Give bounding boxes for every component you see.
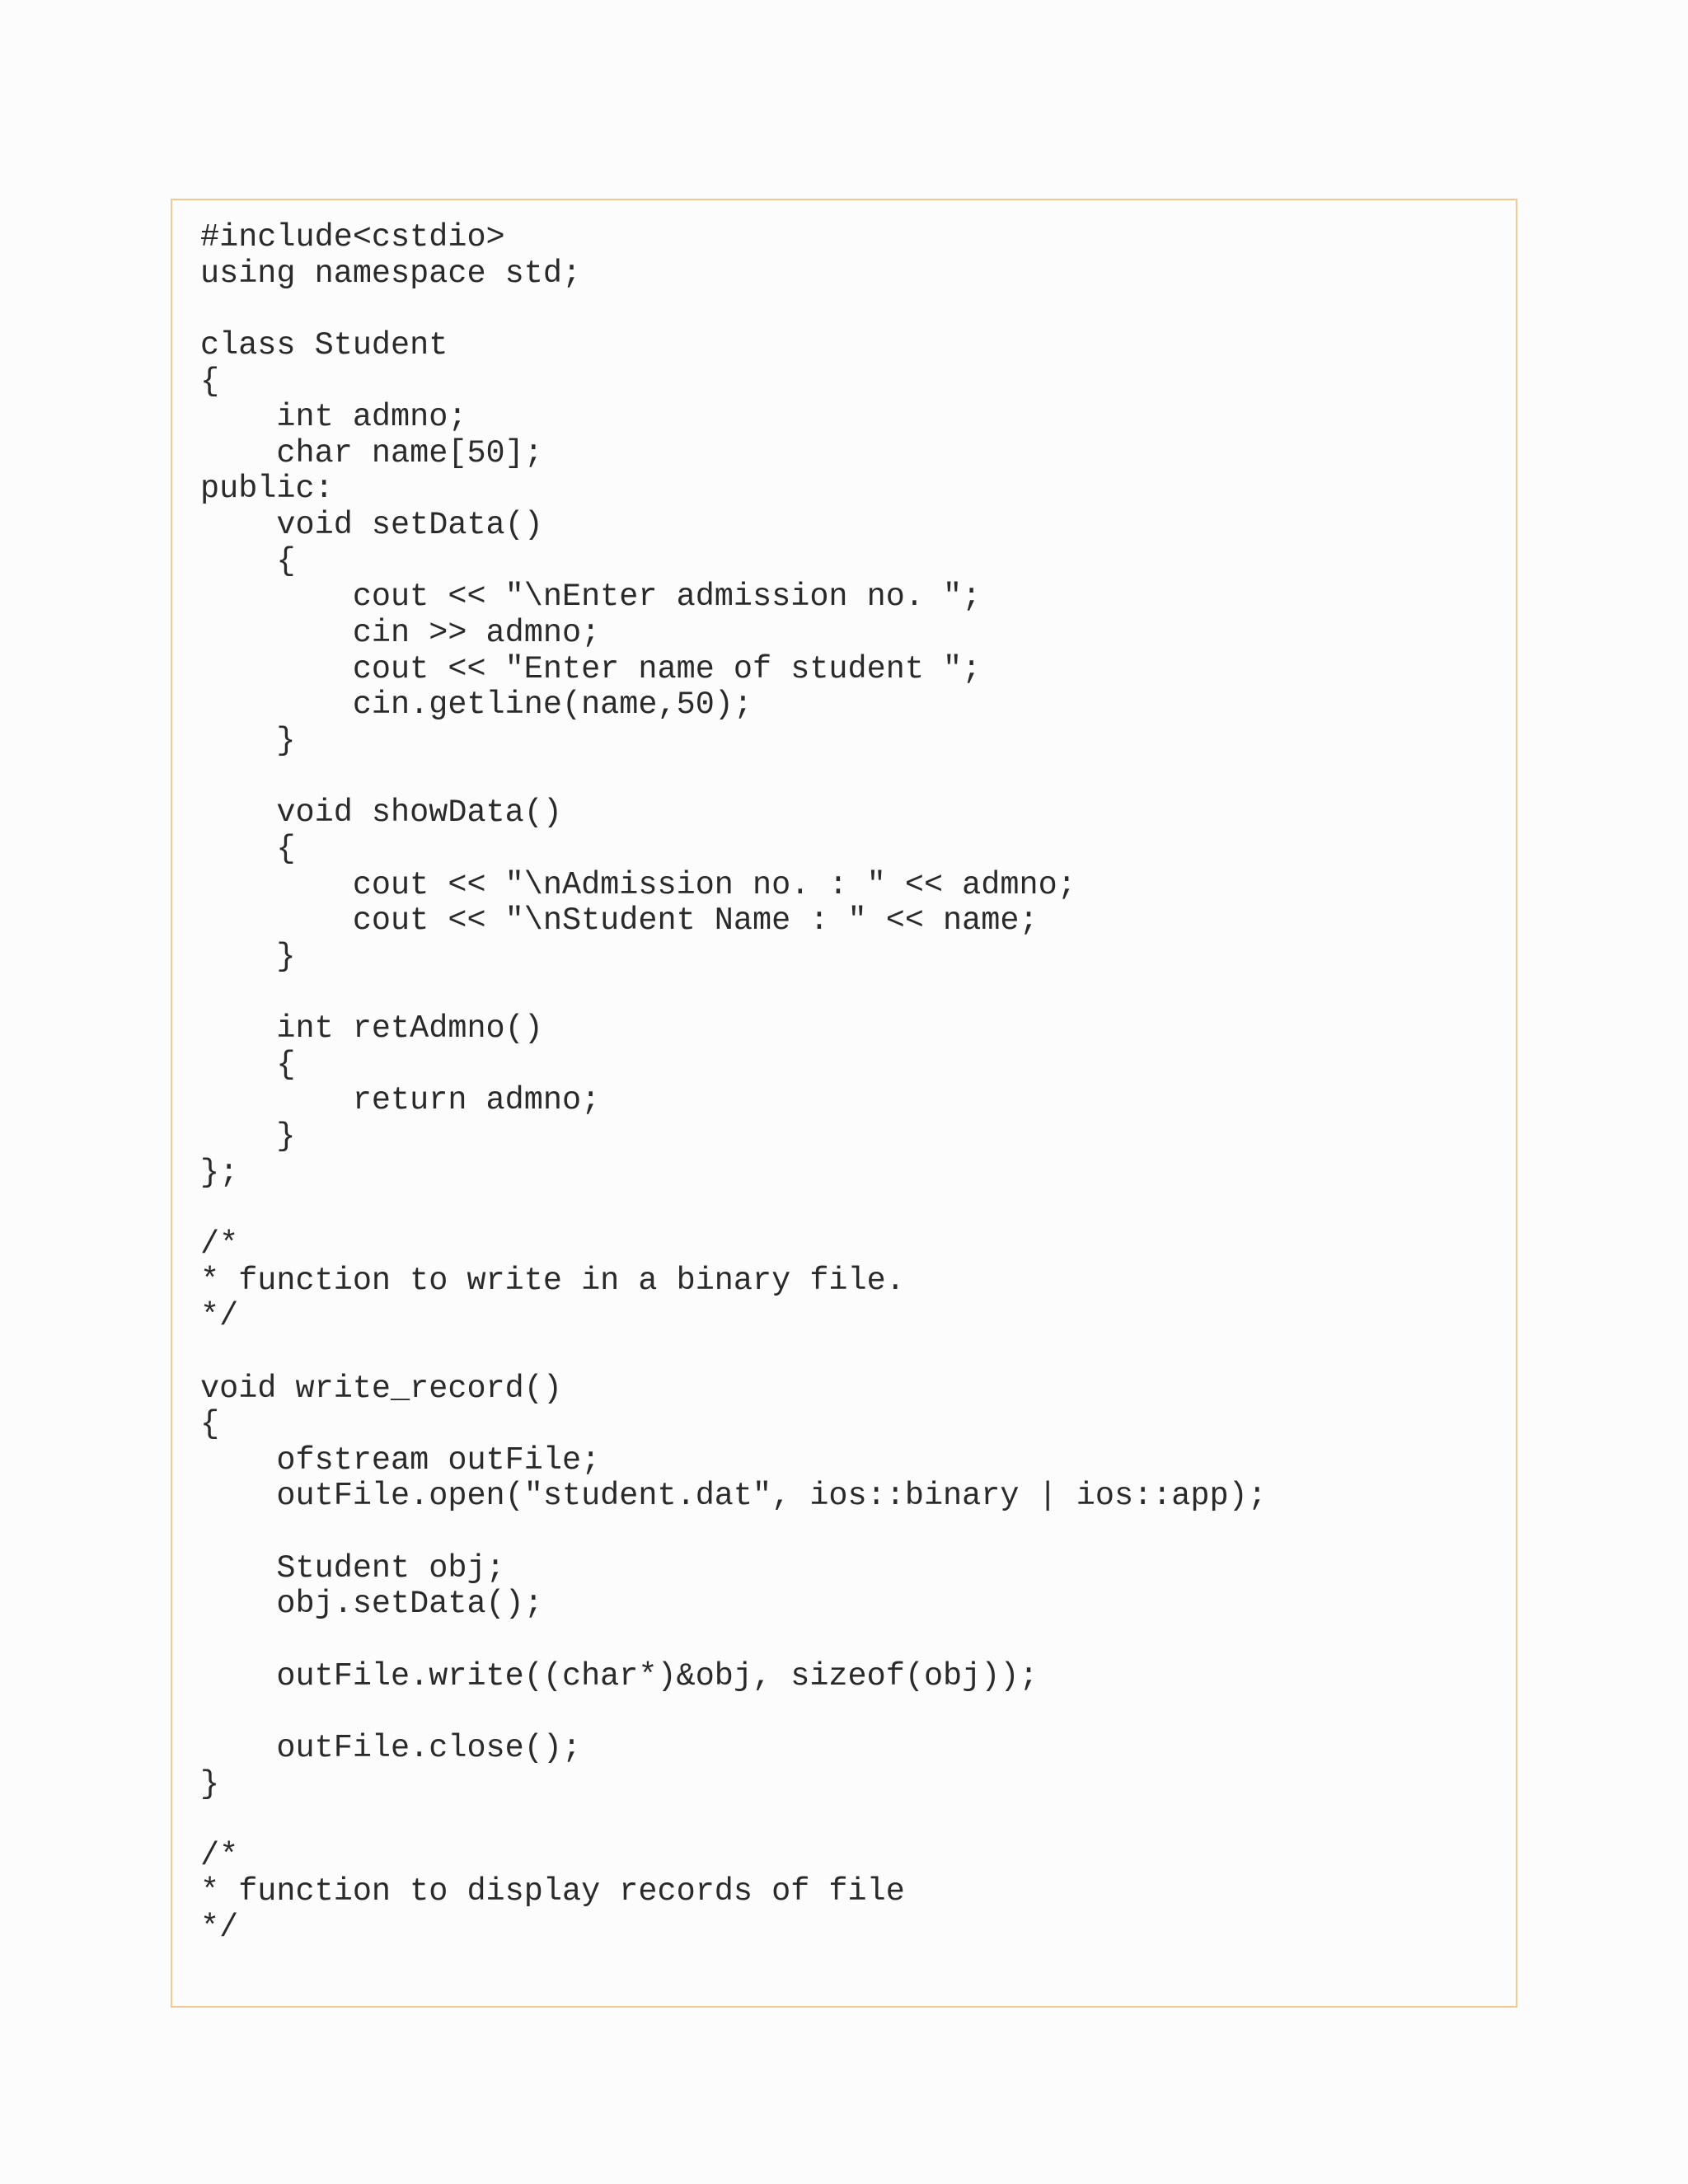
code-line bbox=[200, 1335, 1267, 1371]
code-line: int retAdmno() bbox=[200, 1010, 543, 1047]
code-line: * function to write in a binary file. bbox=[200, 1262, 905, 1299]
code-line: outFile.close(); bbox=[200, 1729, 582, 1766]
code-line: outFile.write((char*)&obj, sizeof(obj)); bbox=[200, 1657, 1039, 1694]
code-line: /* bbox=[200, 1226, 239, 1263]
code-line: ofstream outFile; bbox=[200, 1441, 601, 1479]
code-line: */ bbox=[200, 1910, 239, 1947]
code-line: } bbox=[200, 1765, 220, 1802]
code-line: Student obj; bbox=[200, 1549, 505, 1586]
code-line bbox=[200, 1623, 1267, 1659]
code-line: cout << "\nEnter admission no. "; bbox=[200, 579, 982, 616]
code-line: { bbox=[200, 1406, 220, 1443]
code-line: */ bbox=[200, 1298, 239, 1335]
code-line: cin >> admno; bbox=[200, 615, 601, 652]
code-line: { bbox=[200, 363, 220, 400]
code-line: /* bbox=[200, 1837, 239, 1874]
code-block bbox=[171, 199, 1517, 2008]
code-line: outFile.open("student.dat", ios::binary | ios::app); bbox=[200, 1478, 1267, 1515]
code-line: class Student bbox=[200, 326, 448, 363]
code-line bbox=[200, 975, 1267, 1011]
code-listing bbox=[200, 220, 1267, 1947]
code-line: cout << "Enter name of student "; bbox=[200, 650, 982, 687]
code-line: cout << "\nStudent Name : " << name; bbox=[200, 902, 1039, 940]
code-line: void write_record() bbox=[200, 1370, 562, 1407]
code-line: cin.getline(name,50); bbox=[200, 687, 753, 724]
code-line: using namespace std; bbox=[200, 255, 582, 292]
code-line: int admno; bbox=[200, 399, 467, 436]
code-line bbox=[200, 1191, 1267, 1227]
code-line: } bbox=[200, 722, 296, 759]
code-line: return admno; bbox=[200, 1082, 601, 1119]
code-line: obj.setData(); bbox=[200, 1586, 543, 1623]
code-line bbox=[200, 760, 1267, 796]
code-line: void showData() bbox=[200, 794, 562, 832]
code-line: * function to display records of file bbox=[200, 1873, 905, 1910]
code-line: } bbox=[200, 1118, 296, 1155]
code-line: { bbox=[200, 542, 296, 579]
code-line: #include<cstdio> bbox=[200, 219, 505, 255]
code-line: char name[50]; bbox=[200, 434, 543, 471]
code-line: cout << "\nAdmission no. : " << admno; bbox=[200, 866, 1076, 903]
code-line bbox=[200, 292, 1267, 328]
code-line: void setData() bbox=[200, 507, 543, 544]
code-line: } bbox=[200, 938, 296, 975]
code-line bbox=[200, 1515, 1267, 1551]
code-line: public: bbox=[200, 471, 334, 508]
code-line: { bbox=[200, 1046, 296, 1083]
code-line: { bbox=[200, 830, 296, 867]
code-line bbox=[200, 1694, 1267, 1731]
code-line bbox=[200, 1802, 1267, 1839]
code-line: }; bbox=[200, 1154, 239, 1191]
